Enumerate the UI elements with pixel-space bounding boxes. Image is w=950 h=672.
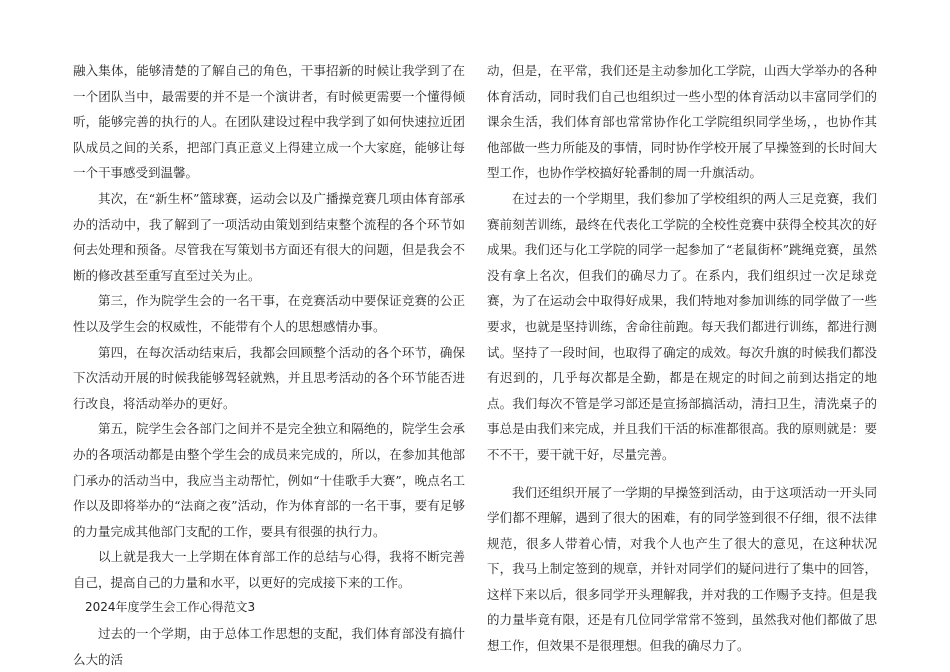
paragraph-sports-activities: 动，但是，在平常，我们还是主动参加化工学院，山西大学举办的各种体育活动，同时我们自己也组织过一些小型的体育活动以丰富同学们的课余生活，我们体育部也常常协作化工学院组织同学坐场，，也协作其他部做一些力所能及的事情，同时协作学校开展了早操签到的长时间大型工作，也协作学校搞好轮番制的周一升旗活动。 (487, 63, 877, 181)
paragraph-gap (487, 468, 877, 480)
paragraph-second-point: 其次，在“新生杯”篮球赛，运动会以及广播操竞赛几项由体育部承办的活动中，我了解到了一项活动由策划到结束整个流程的各个环节如何去处理和预备。尽管我在写策划书方面还有很大的问题，但是我会不断的修改甚至重写直至过关为止。 (73, 190, 465, 283)
paragraph-morning-exercise: 我们还组织开展了一学期的早操签到活动，由于这项活动一开头同学们都不理解，遇到了很大的困难，有的同学签到很不仔细，很不法律规范，很多人带着心情，对我个人也产生了很大的意见，在这种状况下，我马上制定签到的规章，并针对同学们的疑问进行了集中的回答，这样下来以后，很多同学开头理解我，并对我的工作赐予支持。但是我的力量毕竟有限，还是有几位同学常常不签到，虽然我对他们都做了思想工作，但效果不是很理想。但我的确尽力了。 (487, 484, 877, 654)
paragraph-fourth-point: 第四，在每次活动结束后，我都会回顾整个活动的各个环节，确保下次活动开展的时候我能够驾轻就熟，并且思考活动的各个环节能否进行改良，将活动举办的更好。 (73, 344, 465, 411)
paragraph-third-point: 第三，作为院学生会的一名干事，在竞赛活动中要保证竞赛的公正性以及学生会的权威性，不能带有个人的思想感情办事。 (73, 293, 465, 334)
paragraph-summary: 以上就是我大一上学期在体育部工作的总结与心得，我将不断完善自己，提高自己的力量和水平，以更好的完成接下来的工作。 (73, 549, 465, 590)
paragraph-past-semester: 过去的一个学期，由于总体工作思想的支配，我们体育部没有搞什么大的活 (73, 626, 465, 667)
paragraph-competitions: 在过去的一个学期里，我们参加了学校组织的两人三足竞赛，我们赛前刻苦训练，最终在代表化工学院的全校性竞赛中获得全校其次的好成果。我们还与化工学院的同学一起参加了“老鼠街杯”跳绳竞赛，虽然没有拿上名次，但我们的确尽力了。在系内，我们组织过一次足球竞赛，为了在运动会中取得好成果，我们特地对参加训练的同学做了一些要求，也就是坚持训练，舍命往前跑。每天我们都进行训练，都进行测试。坚持了一段时间，也取得了确定的成效。每次升旗的时候我们都没有迟到的，几乎每次都是全勤，都是在规定的时间之前到达指定的地点。我们每次不管是学习部还是宣扬部搞活动，清扫卫生，清洗桌子的事总是由我们来完成，并且我们干活的标准都很高。我的原则就是：要不不干，要干就干好，尽量完善。 (487, 190, 877, 462)
section-subtitle: 2024年度学生会工作心得范文3 (85, 600, 256, 615)
right-column (487, 58, 877, 659)
paragraph-fifth-point: 第五，院学生会各部门之间并不是完全独立和隔绝的，院学生会承办的各项活动都是由整个学生会的成员来完成的，所以，在参加其他部门承办的活动当中，我应当主动帮忙，例如“十佳歌手大赛”，晚点名工作以及即将举办的“法商之夜”活动，作为体育部的一名干事，要有足够的力量完成其他部门支配的工作，要具有很强的执行力。 (73, 421, 465, 539)
left-column (73, 58, 465, 672)
paragraph-team-building: 融入集体，能够清楚的了解自己的角色，干事招新的时候让我学到了在一个团队当中，最需要的并不是一个演讲者，有时候更需要一个懂得倾听，能够完善的执行的人。在团队建设过程中我学到了如何快速拉近团队成员之间的关系，把部门真正意义上得建立成一个大家庭，能够让每一个干事感受到温馨。 (73, 63, 465, 181)
